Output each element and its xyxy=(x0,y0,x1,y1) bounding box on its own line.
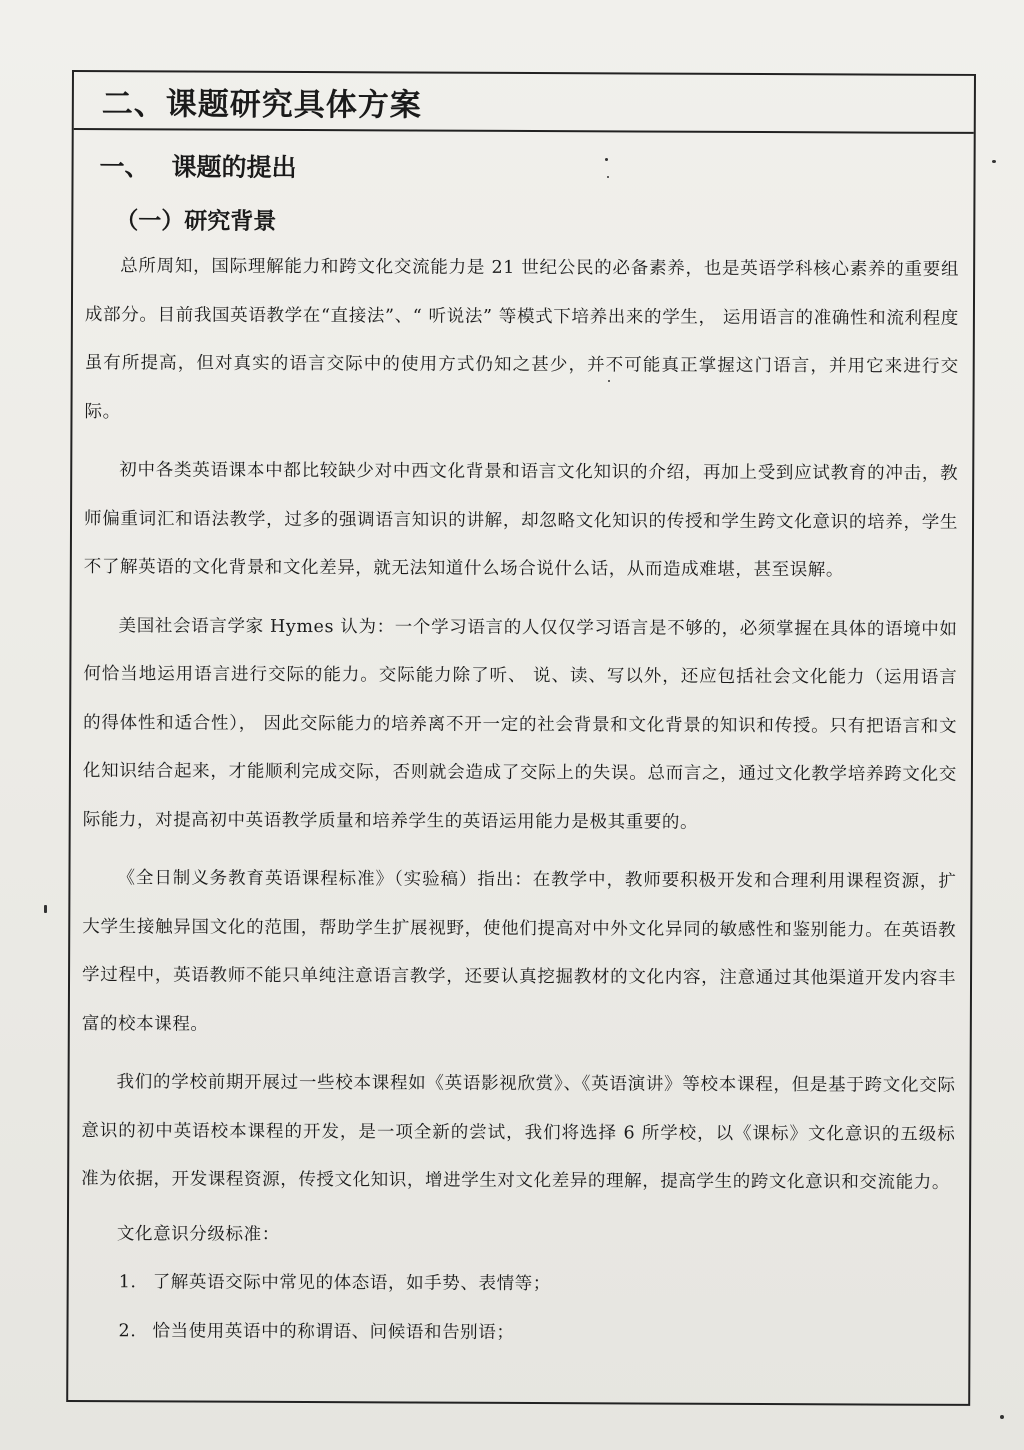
section-title: 二、课题研究具体方案 xyxy=(101,85,422,124)
scan-speck xyxy=(1000,1415,1004,1419)
heading-1-text: 课题的提出 xyxy=(171,152,297,182)
paragraph-1: 总所周知，国际理解能力和跨文化交流能力是 21 世纪公民的必备素养，也是英语学科核心素养的重要组成部分。目前我国英语教学在“直接法”、“ 听说法” 等模式下培养出来的学生， 运用语言的准确性和流利程度虽有所提高，但对真实的语言交际中的使用方式仍知之甚少，并不可能真正掌握这门语言，并用它来进行交际。 xyxy=(84,256,960,422)
scan-speck xyxy=(992,160,996,163)
list-item xyxy=(81,1258,955,1310)
paragraph-4: 《全日制义务教育英语课程标准》（实验稿）指出：在教学中，教师要积极开发和合理利用课程资源，扩大学生接触异国文化的范围，帮助学生扩展视野，使他们提高对中外文化异同的敏感性和鉴别能力。在英语教学过程中，英语教师不能只单纯注意语言教学，还要认真挖掘教材的文化内容，注意通过其他渠道开发内容丰富的校本课程。 xyxy=(81,868,957,1035)
section-title-bar xyxy=(74,72,974,134)
paragraph-2: 初中各类英语课本中都比较缺少对中西文化背景和语言文化知识的介绍，再加上受到应试教育的冲击，教师偏重词汇和语法教学，过多的强调语言知识的讲解，却忽略文化知识的传授和学生跨文化意识的培养，学生不了解英语的文化背景和文化差异，就无法知道什么场合说什么话，从而造成难堪，甚至误解。 xyxy=(83,460,959,581)
list-item-text: 了解英语交际中常见的体态语，如手势、表情等； xyxy=(152,1272,551,1295)
list-item-index: 1. xyxy=(118,1272,137,1293)
list-item-index: 2. xyxy=(118,1320,137,1341)
paragraph-3: 美国社会语言学家 Hymes 认为：一个学习语言的人仅仅学习语言是不够的，必须掌握在具体的语境中如何恰当地运用语言进行交际的能力。交际能力除了听、 说、读、写以外，还应包括社会文化能力（运用语言的得体性和适合性）， 因此交际能力的培养离不开一定的社会背景和文化背景的知识和传授。只有把语言和文化知识结合起来，才能顺利完成交际，否则就会造成了交际上的失误。总而言之，通过文化教学培养跨文化交际能力，对提高初中英语教学质量和培养学生的英语运用能力是极其重要的。 xyxy=(82,615,958,833)
heading-1-number: 一、 xyxy=(99,152,150,182)
document-frame xyxy=(66,70,976,1406)
list-item-text: 恰当使用英语中的称谓语、问候语和告别语； xyxy=(152,1320,515,1343)
paragraph-5: 我们的学校前期开展过一些校本课程如《英语影视欣赏》、《英语演讲》等校本课程，但是基于跨文化交际意识的初中英语校本课程的开发，是一项全新的尝试，我们将选择 6 所学校，以《课标》文化意识的五级标准为依据，开发课程资源，传授文化知识，增进学生对文化差异的理解，提高学生的跨文化意识和交流能力。 xyxy=(81,1072,956,1193)
document-body xyxy=(68,150,973,1359)
list-item xyxy=(80,1307,954,1359)
heading-level-2: （一）研究背景 xyxy=(115,208,277,235)
scan-speck xyxy=(44,905,47,913)
list-title: 文化意识分级标准： xyxy=(116,1223,280,1245)
heading-level-1 xyxy=(100,150,960,188)
